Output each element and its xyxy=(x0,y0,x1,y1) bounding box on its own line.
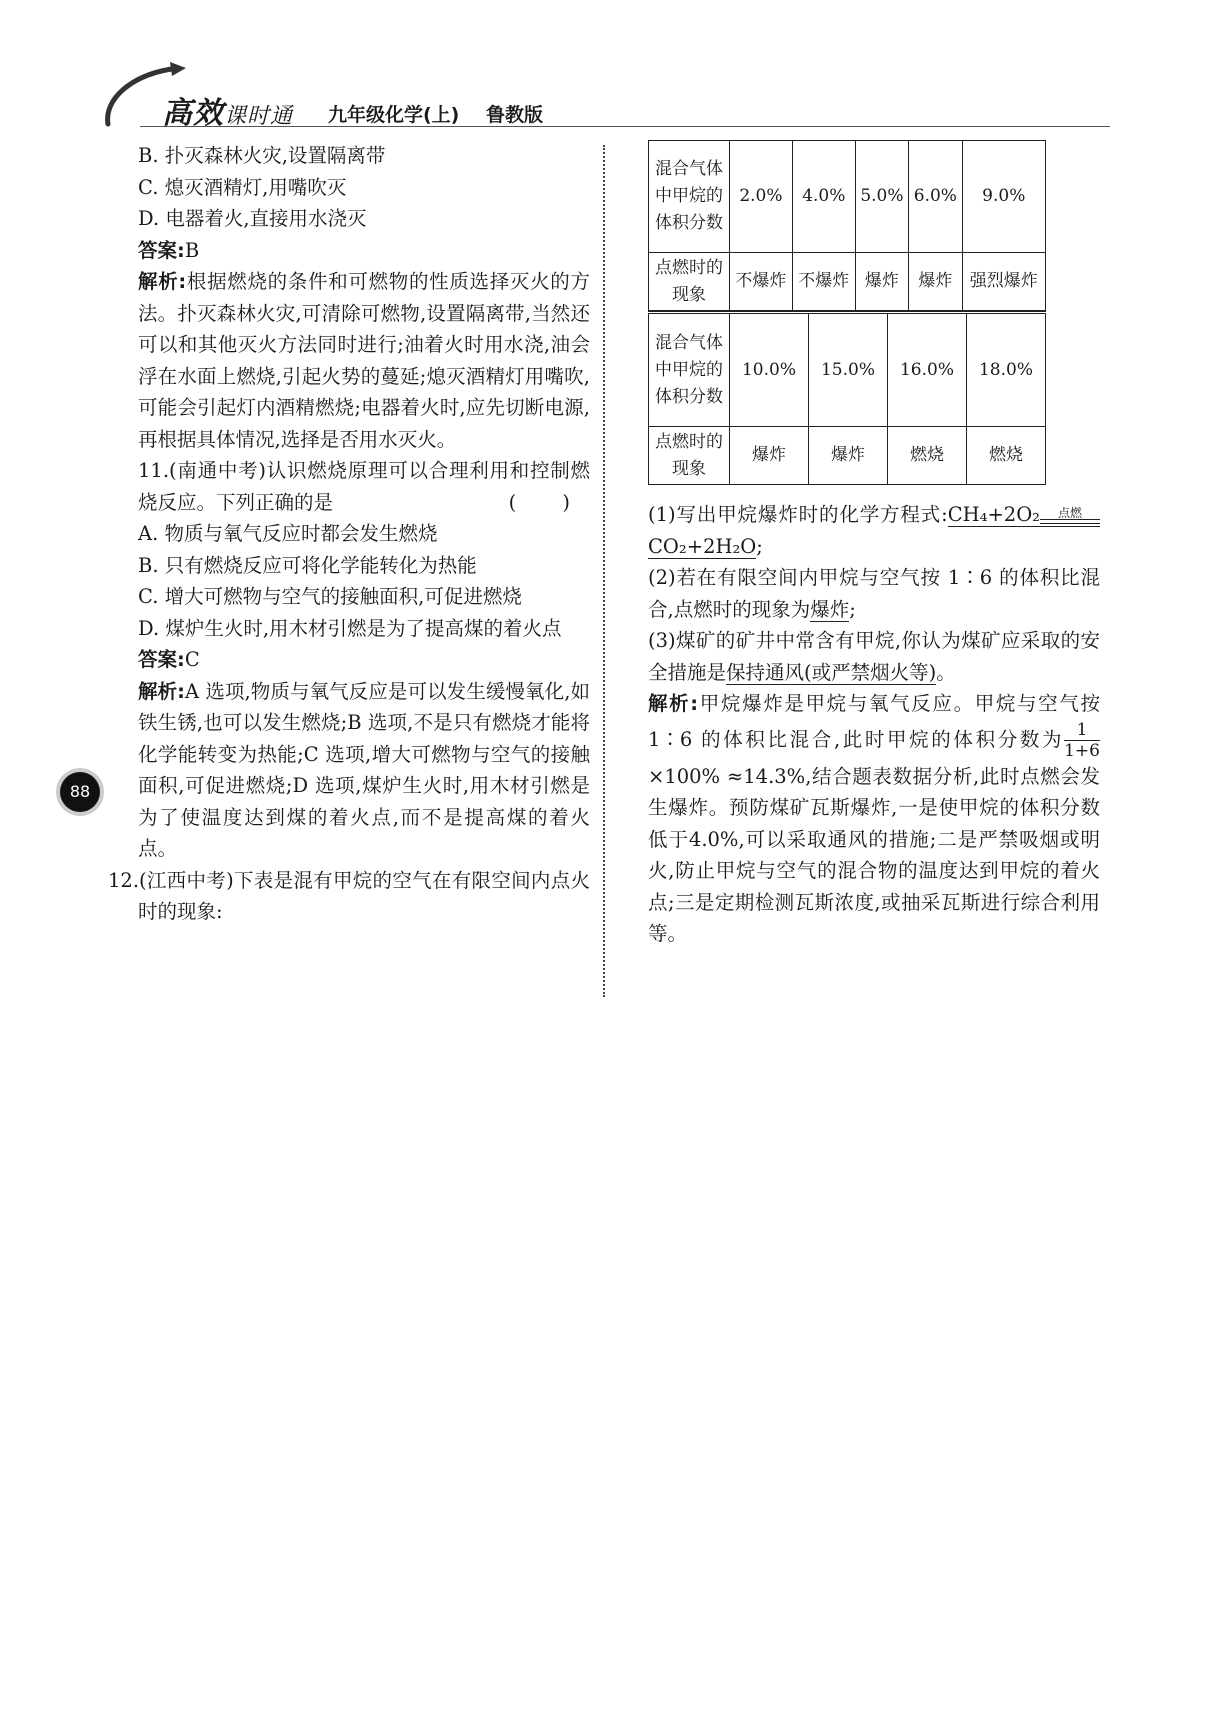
header-rule xyxy=(140,126,1110,127)
sub-question-1: (1)写出甲烷爆炸时的化学方程式:CH₄+2O₂ 点燃 CO₂+2H₂O; xyxy=(648,499,1100,562)
left-column xyxy=(108,140,590,928)
table-cell: 9.0% xyxy=(962,141,1045,253)
table-cell: 6.0% xyxy=(909,141,962,253)
option-b: B. 扑灭森林火灾,设置隔离带 xyxy=(138,144,386,167)
analysis-10: 解析:根据燃烧的条件和可燃物的性质选择灭火的方法。扑灭森林火灾,可清除可燃物,设置隔离带,当然还可以和其他灭火方法同时进行;油着火时用水浇,油会浮在水面上燃烧,引起火势的蔓延;熄灭酒精灯用嘴吹,可能会引起灯内酒精燃烧;电器着火时,应先切断电源,再根据具体情况,选择是否用水灭火。 xyxy=(138,270,590,451)
table-cell: 5.0% xyxy=(855,141,908,253)
table-row-label: 点燃时的现象 xyxy=(649,427,730,485)
table-cell: 爆炸 xyxy=(730,427,809,485)
sub-question-3: (3)煤矿的矿井中常含有甲烷,你认为煤矿应采取的安全措施是保持通风(或严禁烟火等)。 xyxy=(648,629,1100,684)
book-subtitle xyxy=(328,100,563,127)
table-row-label: 点燃时的现象 xyxy=(649,253,730,311)
column-divider xyxy=(603,145,605,997)
table-row-label: 混合气体中甲烷的体积分数 xyxy=(649,141,730,253)
table-cell: 爆炸 xyxy=(809,427,888,485)
table-cell: 2.0% xyxy=(730,141,793,253)
q11-option-b: B. 只有燃烧反应可将化学能转化为热能 xyxy=(138,553,477,577)
question-12: 12.(江西中考)下表是混有甲烷的空气在有限空间内点火时的现象: xyxy=(108,868,590,923)
table-row-label: 混合气体中甲烷的体积分数 xyxy=(649,313,730,427)
answer-10: 答案:B xyxy=(138,238,200,262)
table-cell: 不爆炸 xyxy=(730,253,793,311)
q11-option-a: A. 物质与氧气反应时都会发生燃烧 xyxy=(138,522,438,545)
table-cell: 10.0% xyxy=(730,313,809,427)
right-column xyxy=(648,140,1100,950)
reaction-condition: 点燃 xyxy=(1040,507,1100,524)
answer-3: 保持通风(或严禁烟火等) xyxy=(726,660,937,684)
methane-table-2 xyxy=(648,311,1046,485)
edition-label: 鲁教版 xyxy=(486,104,544,126)
page-header xyxy=(100,60,1110,130)
page-number: 88 xyxy=(60,772,100,812)
question-11: 11.(南通中考)认识燃烧原理可以合理利用和控制燃烧反应。下列正确的是 ( ) xyxy=(108,455,590,518)
table-cell: 强烈爆炸 xyxy=(962,253,1045,311)
answer-blank: ( ) xyxy=(508,490,590,514)
option-d: D. 电器着火,直接用水浇灭 xyxy=(138,207,367,230)
table-cell: 18.0% xyxy=(967,313,1046,427)
fraction: $\frac{1}{1+6}$ xyxy=(1064,719,1100,761)
answer-11: 答案:C xyxy=(138,648,200,671)
q11-option-c: C. 增大可燃物与空气的接触面积,可促进燃烧 xyxy=(138,585,522,608)
table-cell: 不爆炸 xyxy=(792,253,855,311)
table-cell: 爆炸 xyxy=(909,253,962,311)
table-cell: 燃烧 xyxy=(967,427,1046,485)
table-cell: 16.0% xyxy=(888,313,967,427)
table-cell: 4.0% xyxy=(792,141,855,253)
q11-option-d: D. 煤炉生火时,用木材引燃是为了提高煤的着火点 xyxy=(138,616,562,640)
table-cell: 15.0% xyxy=(809,313,888,427)
option-c: C. 熄灭酒精灯,用嘴吹灭 xyxy=(138,175,347,199)
analysis-12: 解析:甲烷爆炸是甲烷与氧气反应。甲烷与空气按 1∶6 的体积比混合,此时甲烷的体积分数为 $\frac{1}{1+6}$ ×100% ≈14.3%,结合题表数据分析,此时点燃会发生爆炸。预防煤矿瓦斯爆炸,一是使甲烷的体积分数低于4.0%,可以采取通风的措施;二是严禁吸烟或明火,防止甲烷与空气的混合物的温度达到甲烷的着火点;三是定期检测瓦斯浓度,或抽采瓦斯进行综合利用等。 xyxy=(648,692,1100,945)
sub-question-2: (2)若在有限空间内甲烷与空气按 1∶6 的体积比混合,点燃时的现象为爆炸; xyxy=(648,566,1100,621)
methane-table-1 xyxy=(648,140,1046,311)
brand-title: 高效课时通 xyxy=(162,96,294,131)
analysis-11: 解析:A 选项,物质与氧气反应是可以发生缓慢氧化,如铁生锈,也可以发生燃烧;B 选项,不是只有燃烧才能将化学能转变为热能;C 选项,增大可燃物与空气的接触面积,可促进燃烧;D 选项,煤炉生火时,用木材引燃是为了使温度达到煤的着火点,而不是提高煤的着火点。 xyxy=(138,679,590,860)
grade-label: 九年级化学(上) xyxy=(328,104,460,126)
equation-answer: CH₄+2O₂ 点燃 CO₂+2H₂O xyxy=(648,503,1100,559)
table-cell: 爆炸 xyxy=(855,253,908,311)
answer-2: 爆炸 xyxy=(810,597,850,621)
table-cell: 燃烧 xyxy=(888,427,967,485)
